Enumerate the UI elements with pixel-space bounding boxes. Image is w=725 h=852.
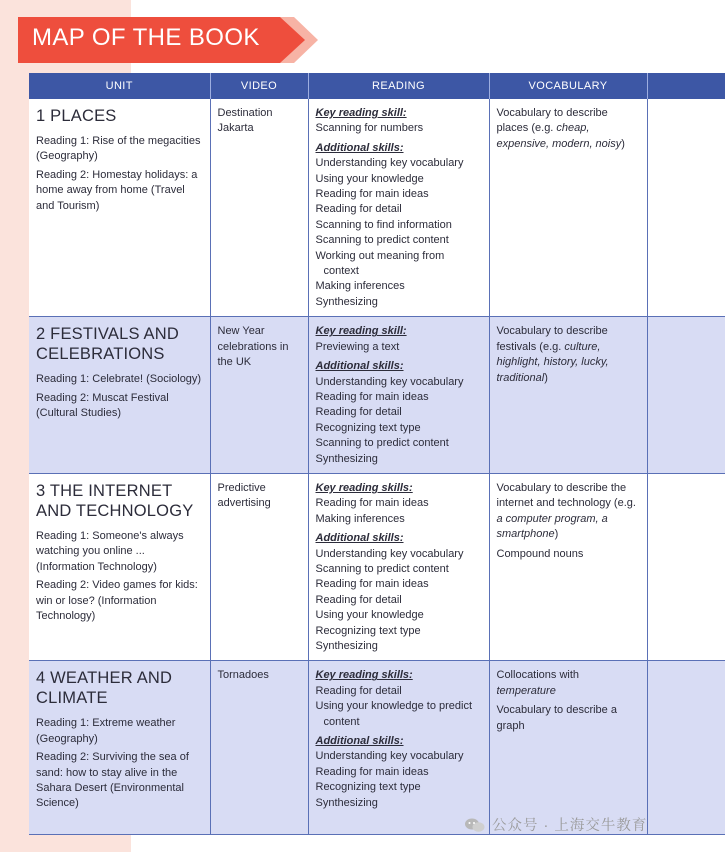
additional-skill-heading: Additional skills: [315,735,404,748]
additional-skill-item: Understanding key vocabulary [315,157,464,170]
reading-cell [308,99,489,317]
additional-skill-item: Understanding key vocabulary [315,750,464,763]
additional-skill-item: Understanding key vocabulary [315,375,464,388]
additional-skill-heading: Additional skills: [315,360,404,373]
vocabulary-text: ) [544,371,548,384]
unit-cell [29,661,210,835]
table-row [29,473,725,660]
key-skill-heading: Key reading skills: [315,481,413,494]
key-skill-heading: Key reading skill: [315,325,407,338]
reading-cell [308,661,489,835]
additional-skill-item: Scanning to predict content [315,437,449,450]
vocabulary-example: cheap, expensive, modern, noisy [496,122,622,150]
vocabulary-text: ) [621,137,625,150]
table-row [29,317,725,474]
map-table-container [29,73,725,835]
watermark [464,814,647,835]
reading-cell [308,473,489,660]
key-skill-item: Previewing a text [315,340,400,353]
key-skill-item: Reading for main ideas [315,497,429,510]
key-skill-item: Making inferences [315,512,405,525]
vocabulary-text: Collocations with [496,669,580,682]
unit-cell [29,317,210,474]
unit-cell [29,473,210,660]
key-skill-heading: Key reading skills: [315,669,413,682]
unit-reading: Reading 2: Homestay holidays: a home away from home (Travel and Tourism) [36,168,198,212]
vocabulary-item [497,547,641,562]
vocabulary-example: temperature [496,684,556,697]
unit-reading: Reading 1: Celebrate! (Sociology) [36,373,202,386]
vocabulary-text: Vocabulary to describe places (e.g. [496,107,608,135]
additional-skill-item: Reading for detail [315,203,402,216]
additional-skill-item: Scanning to predict content [315,562,449,575]
unit-reading: Reading 2: Video games for kids: win or lose? (Information Technology) [36,579,198,622]
reading-cell [308,317,489,474]
vocabulary-item [497,324,641,386]
unit-title: 2 FESTIVALS AND CELEBRATIONS [36,325,179,364]
extra-cell [647,99,725,317]
vocabulary-cell [489,99,647,317]
unit-reading: Reading 1: Extreme weather (Geography) [36,717,176,745]
additional-skill-item: Understanding key vocabulary [315,547,464,560]
vocabulary-item [497,481,641,543]
additional-skill-item: Using your knowledge [315,172,424,185]
extra-cell [647,473,725,660]
vocabulary-cell [489,317,647,474]
video-cell: Destination Jakarta [210,99,308,317]
header-extra [647,73,725,99]
additional-skill-item: Making inferences [315,280,405,293]
additional-skill-item: Recognizing text type [315,421,421,434]
additional-skill-item: Reading for main ideas [315,188,429,201]
unit-reading: Reading 1: Someone's always watching you online ... (Information Technology) [36,529,184,573]
additional-skill-item: Synthesizing [315,796,378,809]
video-cell: New Year celebrations in the UK [210,317,308,474]
key-skill-heading: Key reading skill: [315,107,407,119]
vocabulary-text: Vocabulary to describe a graph [496,704,617,732]
vocabulary-item [497,703,641,734]
additional-skill-heading: Additional skills: [315,141,404,154]
additional-skill-item: Scanning to predict content [315,234,449,247]
vocabulary-text: ) [554,528,559,541]
watermark-text: 公众号 · 上海交牛教育 [492,818,648,834]
additional-skill-heading: Additional skills: [315,532,404,545]
table-row [29,661,725,835]
unit-title: 4 WEATHER AND CLIMATE [36,669,173,708]
key-skill-item: Scanning for numbers [315,122,424,135]
table-row [29,99,725,317]
additional-skill-item: Reading for main ideas [315,578,429,591]
additional-skill-item: Synthesizing [315,640,378,652]
vocabulary-item [497,106,641,152]
vocabulary-cell [489,661,647,835]
header-unit: UNIT [29,73,210,99]
vocabulary-example: culture, highlight, history, lucky, traditional [496,340,609,384]
vocabulary-example: a computer program, a smartphone [496,512,608,541]
key-skill-item: Using your knowledge to predict content [315,700,473,728]
additional-skill-item: Synthesizing [315,295,378,308]
vocabulary-cell [489,473,647,660]
additional-skill-item: Reading for detail [315,593,402,606]
header-reading: READING [308,73,489,99]
page-title: MAP OF THE BOOK [32,24,260,51]
wechat-icon [464,817,486,833]
video-cell: Tornadoes [210,661,308,835]
key-skill-item: Reading for detail [315,684,402,697]
extra-cell [647,317,725,474]
vocabulary-item [497,668,641,699]
additional-skill-item: Synthesizing [315,452,378,465]
unit-title: 1 PLACES [36,107,117,125]
unit-reading: Reading 2: Surviving the sea of sand: how to stay alive in the Sahara Desert (Environmental Science) [36,751,189,810]
table-header-row [29,73,725,99]
vocabulary-text: Vocabulary to describe festivals (e.g. [496,325,608,353]
additional-skill-item: Reading for main ideas [315,390,429,403]
extra-cell [647,661,725,835]
additional-skill-item: Working out meaning from context [315,249,445,278]
additional-skill-item: Using your knowledge [315,609,424,622]
unit-cell [29,99,210,317]
unit-title: 3 THE INTERNET AND TECHNOLOGY [36,481,194,520]
additional-skill-item: Recognizing text type [315,781,421,794]
additional-skill-item: Reading for detail [315,406,402,419]
header-video: VIDEO [210,73,308,99]
additional-skill-item: Scanning to find information [315,218,452,231]
unit-reading: Reading 1: Rise of the megacities (Geography) [36,135,201,163]
map-of-book-table [29,73,725,835]
additional-skill-item: Recognizing text type [315,624,421,637]
vocabulary-text: Vocabulary to describe the internet and technology (e.g. [496,481,636,510]
additional-skill-item: Reading for main ideas [315,765,429,778]
header-vocabulary: VOCABULARY [489,73,647,99]
video-cell: Predictive advertising [210,473,308,660]
vocabulary-text: Compound nouns [496,547,584,560]
unit-reading: Reading 2: Muscat Festival (Cultural Studies) [36,391,169,420]
